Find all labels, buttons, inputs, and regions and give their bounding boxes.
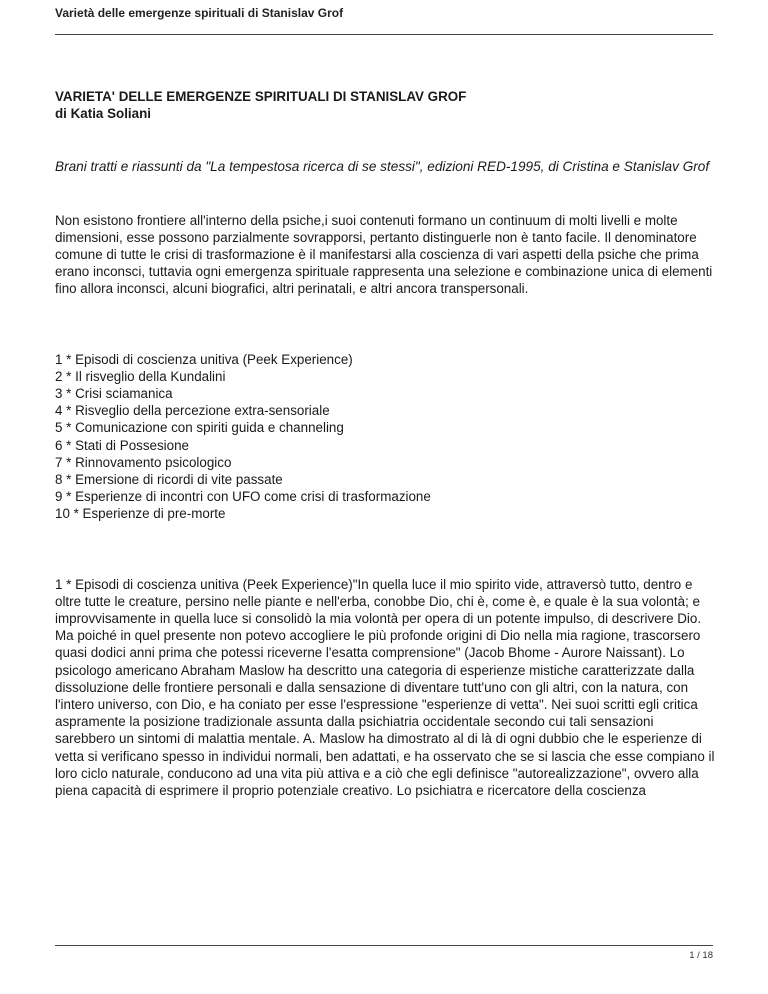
list-item: 2 * Il risveglio della Kundalini xyxy=(55,368,226,384)
document-title: VARIETA' DELLE EMERGENZE SPIRITUALI DI STANISLAV GROF xyxy=(55,89,467,104)
intro-paragraph: Non esistono frontiere all'interno della psiche,i suoi contenuti formano un continuum di molti livelli e molte dimensioni, esse possono parzialmente sovrapporsi, pertanto distinguerle non è tanto facile. Il denominatore comune di tutte le crisi di trasformazione è il manifestarsi alla coscienza di vari aspetti della psiche che prima erano inconsci, tuttavia ogni emergenza spirituale rappresenta una selezione e combinazione unica di elementi fino allora inconsci, alcuni biografici, altri perinatali, e altri ancora transpersonali. xyxy=(55,212,713,297)
list-item: 10 * Esperienze di pre-morte xyxy=(55,506,226,522)
list-item: 8 * Emersione di ricordi di vite passate xyxy=(55,472,283,488)
list-item: 5 * Comunicazione con spiriti guida e channeling xyxy=(55,420,344,436)
page-content xyxy=(55,88,715,799)
list-item: 3 * Crisi sciamanica xyxy=(55,386,173,402)
document-author: di Katia Soliani xyxy=(55,106,151,122)
section-1-paragraph: 1 * Episodi di coscienza unitiva (Peek Experience)"In quella luce il mio spirito vide, attraversò tutto, dentro e oltre tutte le creature, persino nelle piante e nell'erba, conobbe Dio, chi è, come è, e quale è la sua volontà; e improvvisamente in quella luce si consolidò la mia volontà per opera di un potente impulso, di descrivere Dio. Ma poiché in quel presente non potevo accogliere le più profonde origini di Dio nella mia ragione, trascorsero quasi dodici anni prima che potessi riceverne l'esatta comprensione" (Jacob Bhome - Aurore Naissant). Lo psicologo americano Abraham Maslow ha descritto una categoria di esperienze mistiche caratterizzate dalla dissoluzione delle frontiere personali e dalla sensazione di diventare tutt'uno con gli altri, con la natura, con l'intero universo, con Dio, e ha coniato per esse l'espressione "esperienze di vetta". Nei suoi scritti egli critica aspramente la posizione tradizionale assunta dalla psichiatria occidentale secondo cui tali sensazioni sarebbero un sintomi di malattia mentale. A. Maslow ha dimostrato al di là di ogni dubbio che le esperienze di vetta si verificano spesso in individui normali, ben adattati, e ha osservato che se si lascia che esse compiano il loro ciclo naturale, conducono ad una vita più attiva e a ciò che egli definisce "autorealizzazione", ovvero alla piena capacità di esprimere il proprio potenziale creativo. Lo psichiatra e ricercatore della coscienza xyxy=(55,576,715,799)
page-indicator: 1 / 18 xyxy=(689,950,713,961)
list-item: 6 * Stati di Possesione xyxy=(55,437,189,453)
list-item: 1 * Episodi di coscienza unitiva (Peek Experience) xyxy=(55,351,353,367)
list-item: 7 * Rinnovamento psicologico xyxy=(55,454,232,470)
list-item: 9 * Esperienze di incontri con UFO come crisi di trasformazione xyxy=(55,489,431,505)
document-subtitle: Brani tratti e riassunti da "La tempestosa ricerca di se stessi", edizioni RED-1995, di Cristina e Stanislav Grof xyxy=(55,159,710,175)
emergence-list xyxy=(55,351,715,523)
running-header: Varietà delle emergenze spirituali di Stanislav Grof xyxy=(55,6,344,20)
footer-divider xyxy=(55,945,713,946)
list-item: 4 * Risveglio della percezione extra-sensoriale xyxy=(55,403,330,419)
header-divider xyxy=(55,34,713,35)
